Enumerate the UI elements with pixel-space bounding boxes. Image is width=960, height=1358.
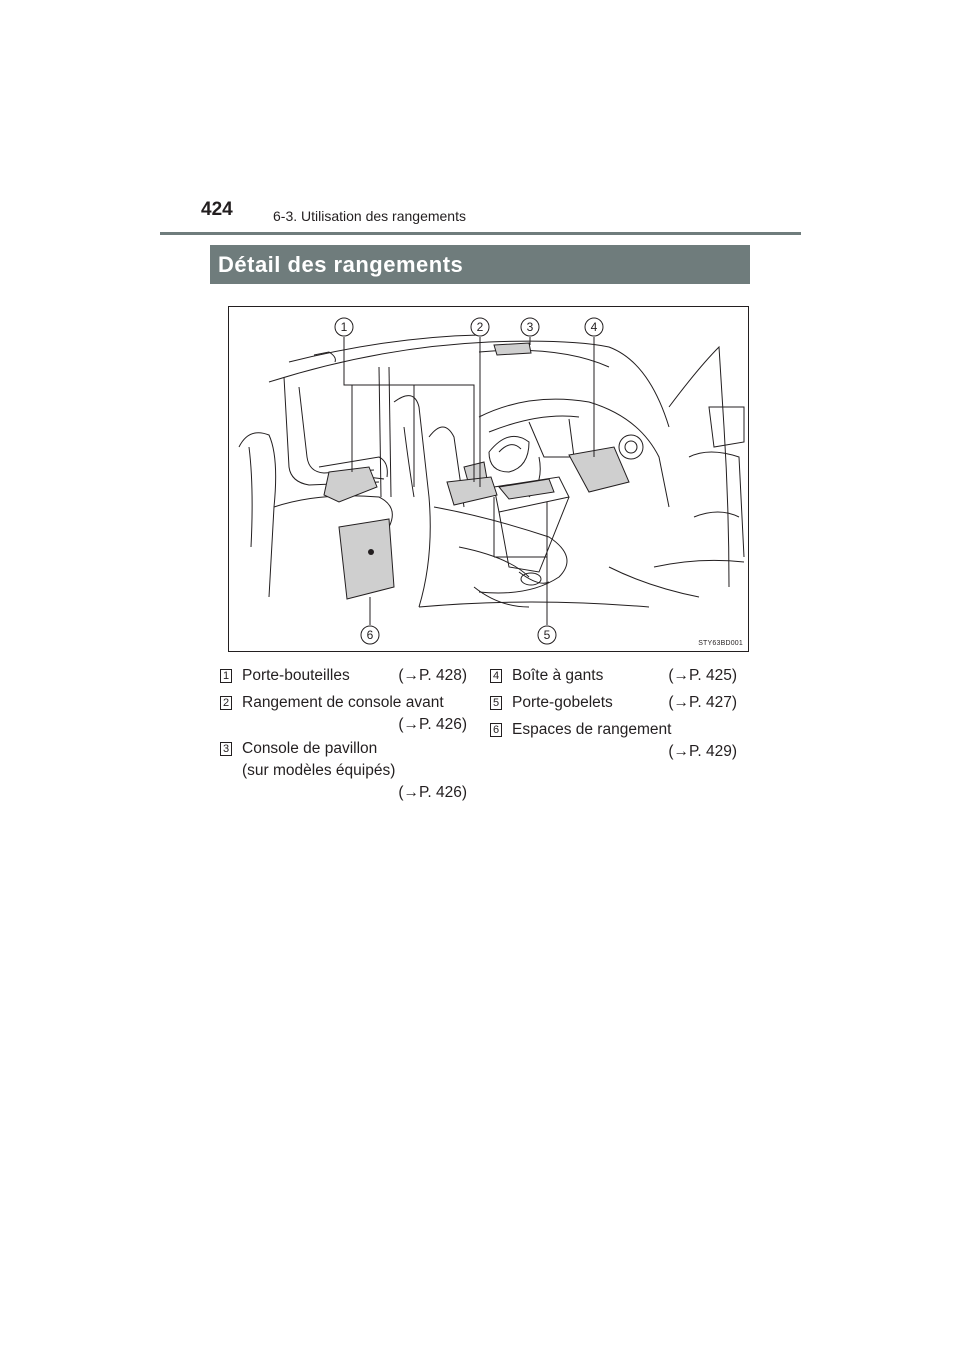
section-title: 6-3. Utilisation des rangements xyxy=(273,208,466,224)
legend-number-box: 2 xyxy=(220,696,232,710)
legend-number-box: 5 xyxy=(490,696,502,710)
legend-number-box: 4 xyxy=(490,669,502,683)
callout-1: 1 xyxy=(340,320,348,334)
legend-label: Porte-bouteilles xyxy=(242,667,350,684)
page-heading xyxy=(210,245,750,284)
legend-page-ref: (→P. 429) xyxy=(668,743,737,760)
overhead-console-highlight xyxy=(494,343,531,355)
legend-label: Espaces de rangement xyxy=(512,721,672,738)
legend-label: Boîte à gants xyxy=(512,667,604,684)
legend-number-box: 1 xyxy=(220,669,232,683)
legend-page-ref: (→P. 428) xyxy=(398,667,467,684)
legend-number-box: 6 xyxy=(490,723,502,737)
callout-6: 6 xyxy=(366,628,374,642)
page-number: 424 xyxy=(201,199,233,220)
callout-2: 2 xyxy=(476,320,484,334)
legend-number-box: 3 xyxy=(220,742,232,756)
callout-3: 3 xyxy=(526,320,534,334)
glove-box-highlight xyxy=(569,447,629,492)
header-rule xyxy=(160,232,801,235)
callout-4: 4 xyxy=(590,320,598,334)
callout-5: 5 xyxy=(543,628,551,642)
legend-page-ref: (→P. 426) xyxy=(398,784,467,801)
legend-page-ref: (→P. 426) xyxy=(398,716,467,733)
legend-label: Console de pavillon xyxy=(242,740,378,757)
figure-code: STY63BD001 xyxy=(698,640,743,647)
legend-label: Porte-gobelets xyxy=(512,694,613,711)
legend-label: Rangement de console avant xyxy=(242,694,444,711)
interior-illustration xyxy=(228,306,749,652)
console-top-highlight xyxy=(447,477,497,505)
legend-page-ref: (→P. 425) xyxy=(668,667,737,684)
legend-label-line2: (sur modèles équipés) xyxy=(242,762,396,779)
legend-page-ref: (→P. 427) xyxy=(668,694,737,711)
storage-space-highlight xyxy=(339,519,394,599)
car-interior-drawing xyxy=(229,307,748,651)
page-heading-text: Détail des rangements xyxy=(218,252,464,277)
